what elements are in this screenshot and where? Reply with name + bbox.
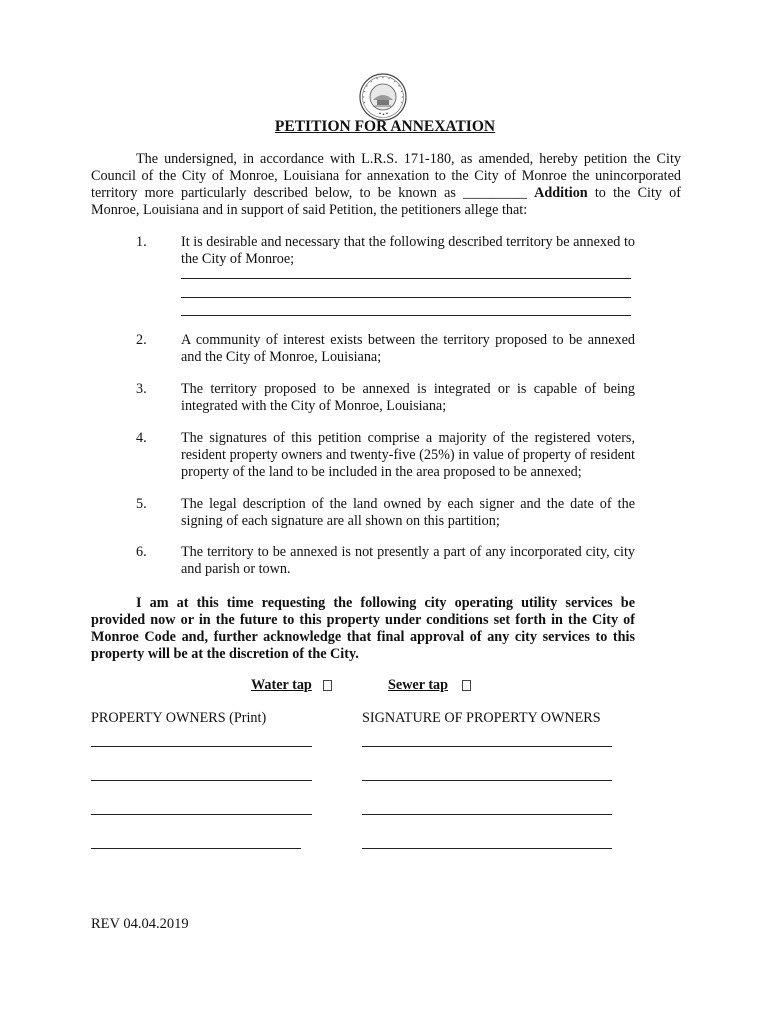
item-text: The territory to be annexed is not presently a part of any incorporated city, city and parish or town. <box>181 544 635 577</box>
item-number: 4. <box>136 430 147 446</box>
city-seal-logo <box>359 73 407 121</box>
item-text: The territory proposed to be annexed is integrated or is capable of being integrated with the City of Monroe, Louisiana; <box>181 381 635 414</box>
item-text: It is desirable and necessary that the following described territory be annexed to the City of Monroe; <box>181 234 635 267</box>
territory-description-line-1[interactable] <box>181 278 631 279</box>
owner-name-line-1[interactable] <box>91 746 312 747</box>
territory-description-line-2[interactable] <box>181 297 631 298</box>
owner-signature-line-1[interactable] <box>362 746 612 747</box>
owner-signature-line-2[interactable] <box>362 780 612 781</box>
addition-word: Addition <box>534 185 588 201</box>
item-number: 5. <box>136 496 147 512</box>
sewer-tap-checkbox[interactable] <box>462 680 471 691</box>
item-text: The legal description of the land owned by each signer and the date of the signing of each signature are all shown on this partition; <box>181 496 635 529</box>
sewer-tap-label: Sewer tap <box>388 677 449 693</box>
item-number: 1. <box>136 234 147 250</box>
item-text: The signatures of this petition comprise a majority of the registered voters, resident property owners and twenty-five (25%) in value of property of resident property of the land to be included in the area proposed to be annexed; <box>181 430 635 480</box>
item-number: 2. <box>136 332 147 348</box>
owner-name-line-4[interactable] <box>91 848 301 849</box>
document-title: PETITION FOR ANNEXATION <box>274 118 496 135</box>
owner-name-line-3[interactable] <box>91 814 312 815</box>
item-text: A community of interest exists between the territory proposed to be annexed and the City of Monroe, Louisiana; <box>181 332 635 365</box>
owner-signature-line-4[interactable] <box>362 848 612 849</box>
utility-services-statement: I am at this time requesting the following city operating utility services be provided now or in the future to this property under conditions set forth in the City of Monroe Code and, further acknowledge that final approval of any city services to this property will be at the discretion of the City. <box>91 595 635 662</box>
water-tap-checkbox[interactable] <box>323 680 332 691</box>
intro-paragraph <box>91 151 681 219</box>
revision-label: REV 04.04.2019 <box>91 916 189 932</box>
water-tap-label: Water tap <box>251 677 312 693</box>
territory-description-line-3[interactable] <box>181 315 631 316</box>
owners-print-header: PROPERTY OWNERS (Print) <box>91 710 267 726</box>
owner-signature-line-3[interactable] <box>362 814 612 815</box>
intro-text-part1: The undersigned, in accordance with L.R.S. 171-180, as amended, hereby petition the City Council of the City of Monroe, Louisiana for annexation to the City of Monroe the unincorporated territory more particularly described below, to be known as _________ <box>91 151 681 201</box>
signature-header: SIGNATURE OF PROPERTY OWNERS <box>362 710 601 726</box>
item-number: 6. <box>136 544 147 560</box>
owner-name-line-2[interactable] <box>91 780 312 781</box>
item-number: 3. <box>136 381 147 397</box>
intro-text-part2: to the City of Monroe, Louisiana and in support of said Petition, the petitioners allege that: <box>91 185 681 218</box>
